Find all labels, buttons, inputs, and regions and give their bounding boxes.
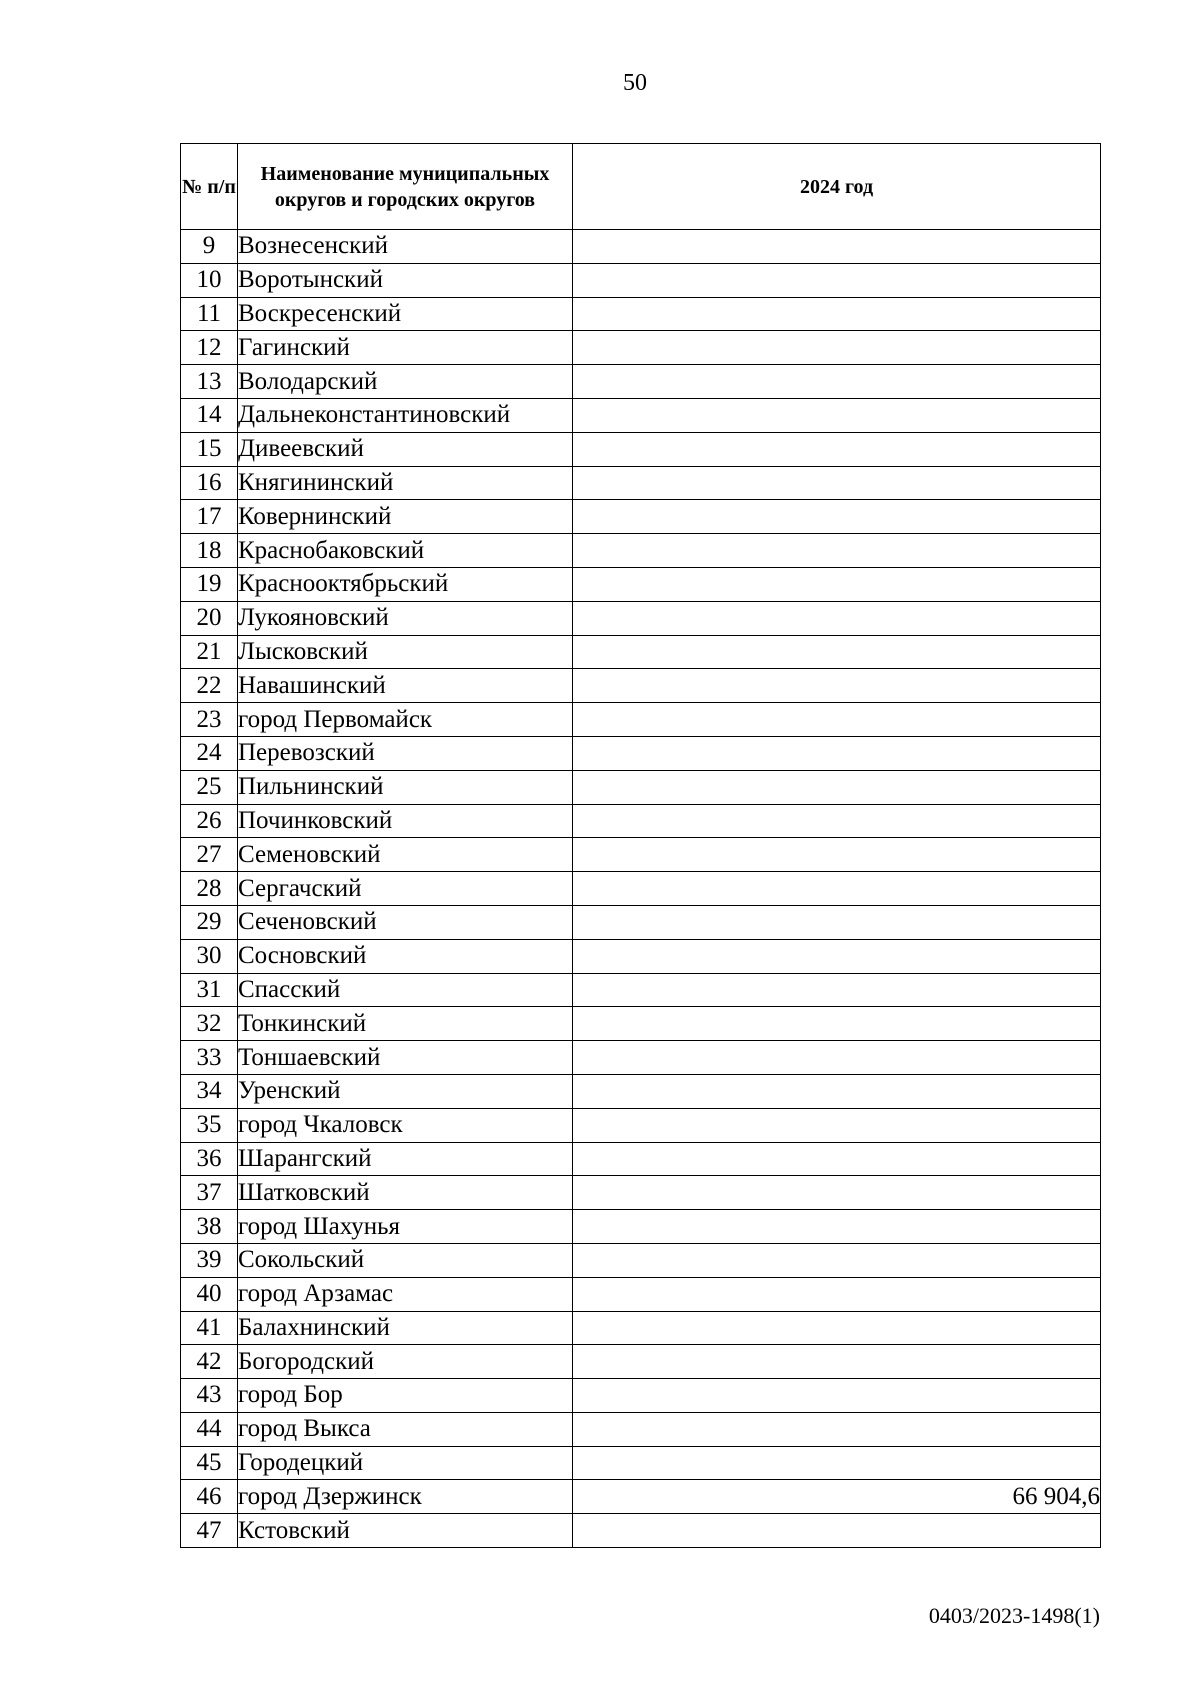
row-name: город Выкса xyxy=(238,1412,573,1446)
row-name: Краснобаковский xyxy=(238,534,573,568)
table-row xyxy=(181,905,1101,939)
row-number: 30 xyxy=(181,939,238,973)
row-name: Володарский xyxy=(238,365,573,399)
table-row xyxy=(181,1277,1101,1311)
row-number: 27 xyxy=(181,838,238,872)
table-row xyxy=(181,703,1101,737)
row-number: 15 xyxy=(181,432,238,466)
row-value xyxy=(573,297,1101,331)
document-code: 0403/2023-1498(1) xyxy=(928,1603,1100,1628)
row-value xyxy=(573,736,1101,770)
row-number: 34 xyxy=(181,1074,238,1108)
table-row xyxy=(181,1480,1101,1514)
row-value xyxy=(573,263,1101,297)
row-number: 35 xyxy=(181,1108,238,1142)
row-number: 47 xyxy=(181,1514,238,1548)
table-row xyxy=(181,1412,1101,1446)
row-number: 36 xyxy=(181,1142,238,1176)
row-name: Дальнеконстантиновский xyxy=(238,398,573,432)
row-value xyxy=(573,939,1101,973)
page-number: 50 xyxy=(623,70,647,96)
row-number: 18 xyxy=(181,534,238,568)
table-row xyxy=(181,736,1101,770)
row-number: 14 xyxy=(181,398,238,432)
row-number: 42 xyxy=(181,1345,238,1379)
header-num: № п/п xyxy=(181,144,238,230)
row-name: Семеновский xyxy=(238,838,573,872)
row-value xyxy=(573,635,1101,669)
row-value xyxy=(573,1142,1101,1176)
row-number: 40 xyxy=(181,1277,238,1311)
row-value xyxy=(573,905,1101,939)
row-value xyxy=(573,1074,1101,1108)
table-row xyxy=(181,230,1101,264)
row-value xyxy=(573,1210,1101,1244)
row-name: Сокольский xyxy=(238,1243,573,1277)
table-row xyxy=(181,1142,1101,1176)
row-number: 33 xyxy=(181,1041,238,1075)
row-number: 19 xyxy=(181,567,238,601)
row-name: Лукояновский xyxy=(238,601,573,635)
row-name: Краснооктябрьский xyxy=(238,567,573,601)
row-value xyxy=(573,500,1101,534)
row-name: Уренский xyxy=(238,1074,573,1108)
row-name: Воскресенский xyxy=(238,297,573,331)
row-value xyxy=(573,872,1101,906)
table-row xyxy=(181,838,1101,872)
row-name: город Первомайск xyxy=(238,703,573,737)
row-value xyxy=(573,601,1101,635)
row-name: Починковский xyxy=(238,804,573,838)
header-name: Наименование муниципальных округов и городских округов xyxy=(238,144,573,230)
table-row xyxy=(181,1176,1101,1210)
table-row xyxy=(181,263,1101,297)
row-value xyxy=(573,534,1101,568)
data-table xyxy=(180,143,1101,1548)
row-name: город Арзамас xyxy=(238,1277,573,1311)
table-row xyxy=(181,1446,1101,1480)
row-value xyxy=(573,973,1101,1007)
table-row xyxy=(181,1243,1101,1277)
table-row xyxy=(181,297,1101,331)
row-name: город Чкаловск xyxy=(238,1108,573,1142)
row-value xyxy=(573,804,1101,838)
row-name: Кстовский xyxy=(238,1514,573,1548)
row-value xyxy=(573,1277,1101,1311)
row-value xyxy=(573,1345,1101,1379)
table-row xyxy=(181,1379,1101,1413)
row-number: 21 xyxy=(181,635,238,669)
row-number: 31 xyxy=(181,973,238,1007)
row-value xyxy=(573,1243,1101,1277)
row-value xyxy=(573,1041,1101,1075)
table-row xyxy=(181,804,1101,838)
row-name: Балахнинский xyxy=(238,1311,573,1345)
table-row xyxy=(181,973,1101,1007)
row-number: 44 xyxy=(181,1412,238,1446)
row-name: Сосновский xyxy=(238,939,573,973)
row-name: Пильнинский xyxy=(238,770,573,804)
row-number: 46 xyxy=(181,1480,238,1514)
row-value xyxy=(573,1412,1101,1446)
table-row xyxy=(181,872,1101,906)
row-number: 29 xyxy=(181,905,238,939)
row-name: Сеченовский xyxy=(238,905,573,939)
row-number: 32 xyxy=(181,1007,238,1041)
row-name: Дивеевский xyxy=(238,432,573,466)
row-number: 23 xyxy=(181,703,238,737)
table-row xyxy=(181,1210,1101,1244)
table-row xyxy=(181,1074,1101,1108)
row-name: Сергачский xyxy=(238,872,573,906)
row-value xyxy=(573,1379,1101,1413)
row-name: Городецкий xyxy=(238,1446,573,1480)
row-value xyxy=(573,398,1101,432)
table-row xyxy=(181,432,1101,466)
row-value xyxy=(573,1446,1101,1480)
row-name: Шатковский xyxy=(238,1176,573,1210)
row-number: 11 xyxy=(181,297,238,331)
row-number: 26 xyxy=(181,804,238,838)
table-body xyxy=(181,230,1101,1548)
table-row xyxy=(181,534,1101,568)
table-row xyxy=(181,331,1101,365)
row-number: 39 xyxy=(181,1243,238,1277)
row-number: 10 xyxy=(181,263,238,297)
row-value xyxy=(573,567,1101,601)
row-number: 25 xyxy=(181,770,238,804)
table-header-row xyxy=(181,144,1101,230)
row-value: 66 904,6 xyxy=(573,1480,1101,1514)
table-row xyxy=(181,939,1101,973)
row-number: 12 xyxy=(181,331,238,365)
row-name: Тонкинский xyxy=(238,1007,573,1041)
row-number: 38 xyxy=(181,1210,238,1244)
row-name: город Дзержинск xyxy=(238,1480,573,1514)
table-row xyxy=(181,1108,1101,1142)
row-number: 41 xyxy=(181,1311,238,1345)
table-row xyxy=(181,500,1101,534)
table-row xyxy=(181,601,1101,635)
row-number: 20 xyxy=(181,601,238,635)
row-value xyxy=(573,365,1101,399)
row-value xyxy=(573,432,1101,466)
row-value xyxy=(573,770,1101,804)
row-name: Перевозский xyxy=(238,736,573,770)
row-value xyxy=(573,703,1101,737)
row-number: 22 xyxy=(181,669,238,703)
row-number: 28 xyxy=(181,872,238,906)
table-row xyxy=(181,669,1101,703)
row-name: Ковернинский xyxy=(238,500,573,534)
table-row xyxy=(181,365,1101,399)
table-row xyxy=(181,1514,1101,1548)
row-name: город Шахунья xyxy=(238,1210,573,1244)
row-name: Шарангский xyxy=(238,1142,573,1176)
row-name: город Бор xyxy=(238,1379,573,1413)
table-row xyxy=(181,635,1101,669)
row-name: Богородский xyxy=(238,1345,573,1379)
table-row xyxy=(181,1311,1101,1345)
row-number: 45 xyxy=(181,1446,238,1480)
row-name: Лысковский xyxy=(238,635,573,669)
table-row xyxy=(181,567,1101,601)
table-row xyxy=(181,466,1101,500)
row-number: 37 xyxy=(181,1176,238,1210)
row-number: 17 xyxy=(181,500,238,534)
row-name: Спасский xyxy=(238,973,573,1007)
row-name: Воротынский xyxy=(238,263,573,297)
row-value xyxy=(573,1007,1101,1041)
row-number: 24 xyxy=(181,736,238,770)
table-row xyxy=(181,1345,1101,1379)
row-name: Тоншаевский xyxy=(238,1041,573,1075)
row-number: 13 xyxy=(181,365,238,399)
row-name: Навашинский xyxy=(238,669,573,703)
table-row xyxy=(181,1007,1101,1041)
row-value xyxy=(573,230,1101,264)
row-value xyxy=(573,1108,1101,1142)
row-value xyxy=(573,1176,1101,1210)
row-number: 16 xyxy=(181,466,238,500)
row-name: Гагинский xyxy=(238,331,573,365)
table-row xyxy=(181,398,1101,432)
row-name: Княгининский xyxy=(238,466,573,500)
row-name: Вознесенский xyxy=(238,230,573,264)
row-value xyxy=(573,331,1101,365)
table-row xyxy=(181,770,1101,804)
header-year: 2024 год xyxy=(573,144,1101,230)
table-row xyxy=(181,1041,1101,1075)
row-value xyxy=(573,466,1101,500)
row-value xyxy=(573,838,1101,872)
row-value xyxy=(573,669,1101,703)
row-value xyxy=(573,1514,1101,1548)
row-number: 43 xyxy=(181,1379,238,1413)
row-value xyxy=(573,1311,1101,1345)
row-number: 9 xyxy=(181,230,238,264)
